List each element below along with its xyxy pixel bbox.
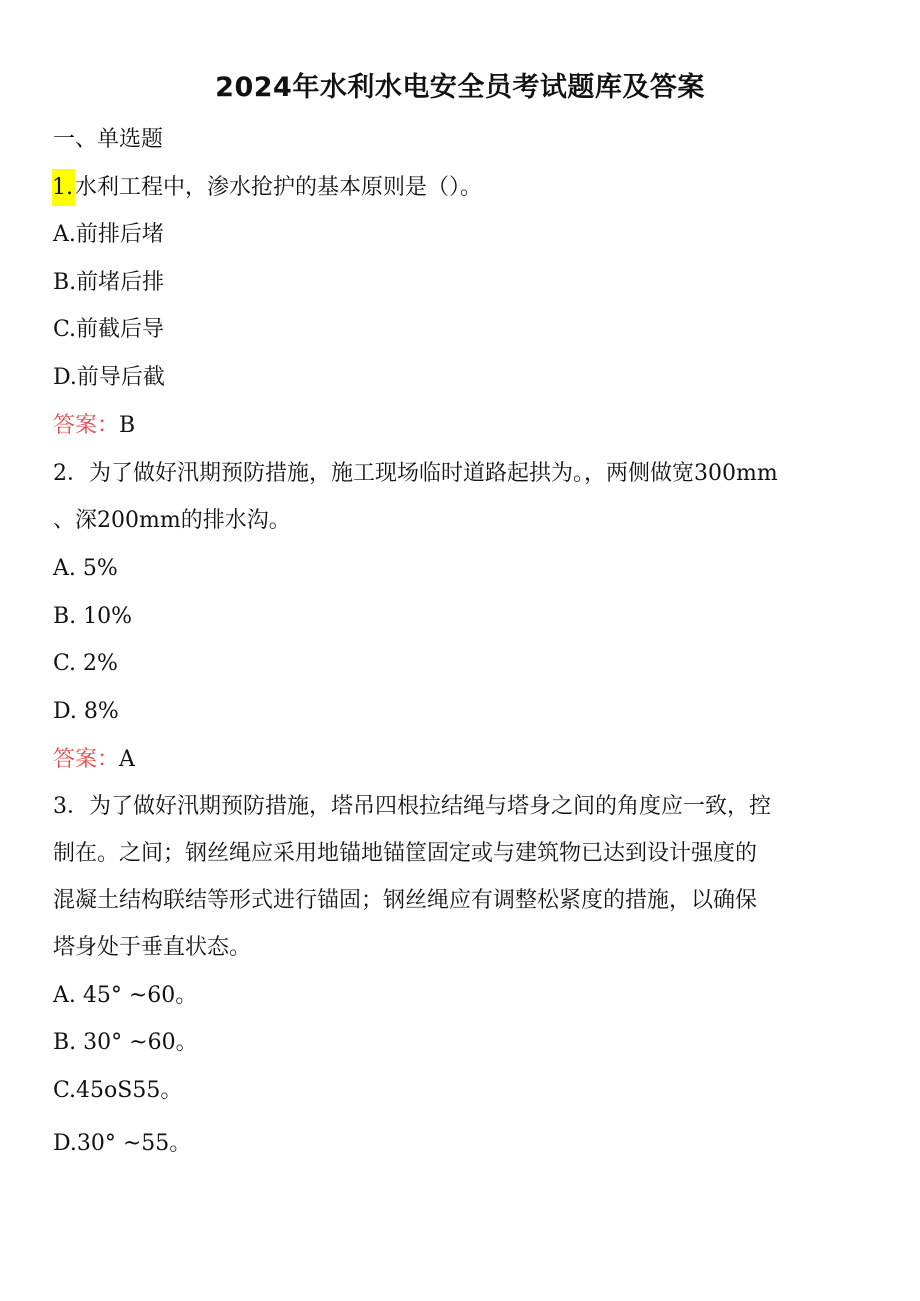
question-3-stem-line-2: 制在。之间；钢丝绳应采用地锚地锚筐固定或与建筑物已达到设计强度的 — [53, 841, 758, 866]
question-2-stem-line-2: 、深200mm的排水沟。 — [53, 508, 291, 533]
section-heading: 一、单选题 — [53, 127, 164, 152]
question-1-stem — [53, 172, 873, 204]
question-2-answer — [53, 744, 873, 776]
question-1-option-a: A.前排后堵 — [53, 222, 164, 247]
question-1-number: 1. — [52, 169, 75, 206]
question-1-answer — [53, 410, 873, 442]
question-2-option-d: D. 8% — [53, 699, 119, 724]
answer-value: B — [119, 413, 136, 438]
question-3-stem-line-4: 塔身处于垂直状态。 — [53, 935, 252, 960]
question-3-stem-line-3: 混凝土结构联结等形式进行锚固；钢丝绳应有调整松紧度的措施，以确保 — [53, 888, 758, 913]
question-3-option-c: C.45oS55。 — [53, 1078, 183, 1103]
question-2-option-a: A. 5% — [53, 556, 118, 581]
question-2-stem-line-1: 2．为了做好汛期预防措施，施工现场临时道路起拱为。，两侧做宽300mm — [53, 461, 778, 486]
question-3-option-b: B. 30° ~60。 — [53, 1030, 198, 1055]
answer-label: 答案： — [53, 747, 120, 772]
question-1-text: 水利工程中，渗水抢护的基本原则是（）。 — [75, 175, 483, 200]
question-3-option-d: D.30° ~55。 — [53, 1131, 192, 1156]
document-title: 2024年水利水电安全员考试题库及答案 — [215, 72, 705, 103]
question-1-option-b: B.前堵后排 — [53, 270, 165, 295]
question-2-option-c: C. 2% — [53, 651, 118, 676]
question-1-option-d: D.前导后截 — [53, 365, 165, 390]
answer-label: 答案： — [53, 413, 120, 438]
question-3-option-a: A. 45° ~60。 — [53, 983, 198, 1008]
question-1-option-c: C.前截后导 — [53, 317, 165, 342]
answer-value: A — [119, 747, 135, 772]
question-2-option-b: B. 10% — [53, 604, 133, 629]
question-3-stem-line-1: 3．为了做好汛期预防措施，塔吊四根拉结绳与塔身之间的角度应一致，控 — [53, 794, 771, 819]
